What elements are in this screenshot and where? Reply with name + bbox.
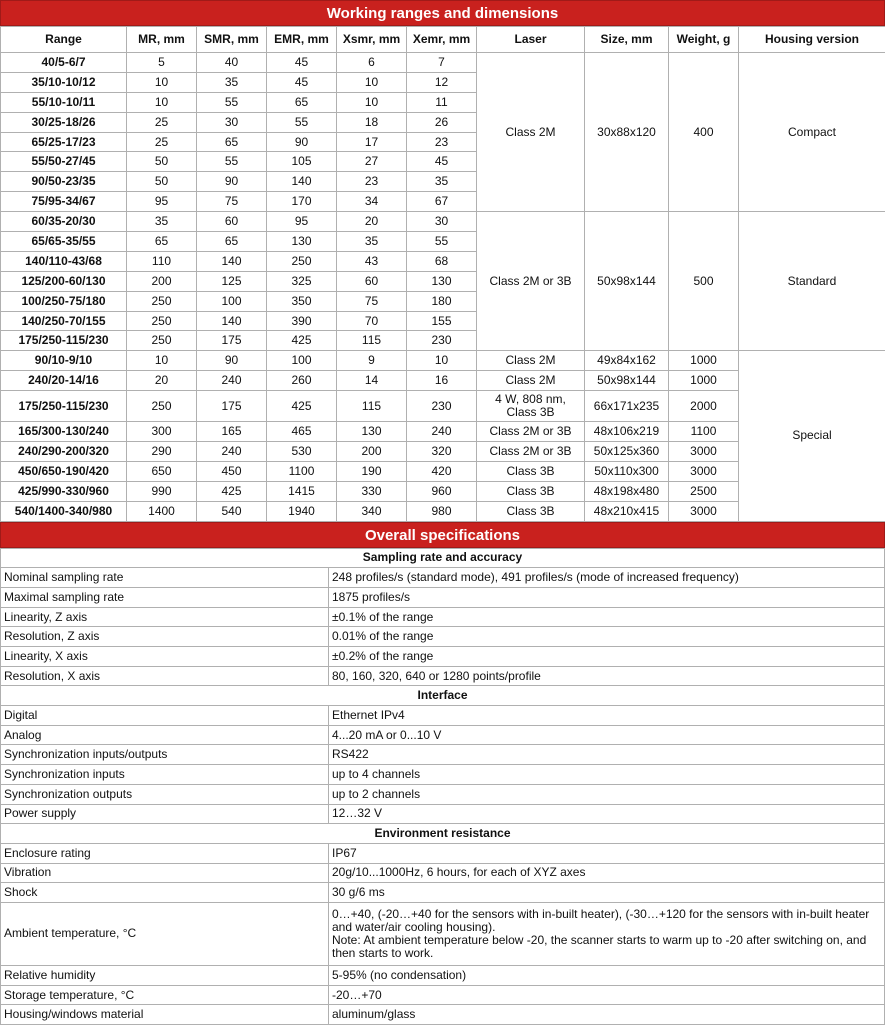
mr-cell: 110	[127, 251, 197, 271]
range-cell: 90/50-23/35	[1, 172, 127, 192]
spec-value: ±0.1% of the range	[329, 607, 885, 627]
spec-value: 1875 profiles/s	[329, 587, 885, 607]
xsmr-cell: 70	[337, 311, 407, 331]
smr-cell: 90	[197, 172, 267, 192]
emr-cell: 45	[267, 72, 337, 92]
spec-value: 30 g/6 ms	[329, 883, 885, 903]
col-housing: Housing version	[739, 27, 885, 53]
xsmr-cell: 75	[337, 291, 407, 311]
spec-row	[1, 765, 885, 785]
xsmr-cell: 130	[337, 422, 407, 442]
xsmr-cell: 18	[337, 112, 407, 132]
emr-cell: 95	[267, 212, 337, 232]
ambient-range-text: 0…+40, (-20…+40 for the sensors with in-built heater), (-30…+120 for the sensors with in-built heater and water/air cooling housing).	[332, 906, 870, 934]
spec-row	[1, 666, 885, 686]
col-emr: EMR, mm	[267, 27, 337, 53]
xemr-cell: 7	[407, 53, 477, 73]
xemr-cell: 320	[407, 442, 477, 462]
spec-label: Enclosure rating	[1, 843, 329, 863]
mr-cell: 95	[127, 192, 197, 212]
spec-value: 80, 160, 320, 640 or 1280 points/profile	[329, 666, 885, 686]
spec-label: Storage temperature, °C	[1, 985, 329, 1005]
smr-cell: 30	[197, 112, 267, 132]
table-row	[1, 212, 885, 232]
spec-row	[1, 1005, 885, 1025]
xsmr-cell: 27	[337, 152, 407, 172]
spec-label: Analog	[1, 725, 329, 745]
smr-cell: 40	[197, 53, 267, 73]
xemr-cell: 960	[407, 481, 477, 501]
xemr-cell: 30	[407, 212, 477, 232]
emr-cell: 1415	[267, 481, 337, 501]
spec-label: Relative humidity	[1, 965, 329, 985]
spec-label: Linearity, Z axis	[1, 607, 329, 627]
spec-label: Housing/windows material	[1, 1005, 329, 1025]
xemr-cell: 130	[407, 271, 477, 291]
xsmr-cell: 10	[337, 92, 407, 112]
smr-cell: 425	[197, 481, 267, 501]
range-cell: 35/10-10/12	[1, 72, 127, 92]
spec-row	[1, 745, 885, 765]
emr-cell: 425	[267, 331, 337, 351]
smr-cell: 35	[197, 72, 267, 92]
smr-cell: 100	[197, 291, 267, 311]
xsmr-cell: 330	[337, 481, 407, 501]
emr-cell: 90	[267, 132, 337, 152]
xsmr-cell: 35	[337, 232, 407, 252]
section-heading-interface: Interface	[1, 686, 885, 706]
range-cell: 125/200-60/130	[1, 271, 127, 291]
smr-cell: 240	[197, 442, 267, 462]
smr-cell: 75	[197, 192, 267, 212]
emr-cell: 170	[267, 192, 337, 212]
spec-row	[1, 804, 885, 824]
col-mr: MR, mm	[127, 27, 197, 53]
spec-value: ±0.2% of the range	[329, 647, 885, 667]
range-cell: 30/25-18/26	[1, 112, 127, 132]
housing-cell: Compact	[739, 53, 885, 212]
spec-label: Ambient temperature, °C	[1, 902, 329, 965]
range-cell: 60/35-20/30	[1, 212, 127, 232]
smr-cell: 65	[197, 132, 267, 152]
range-cell: 40/5-6/7	[1, 53, 127, 73]
range-cell: 450/650-190/420	[1, 461, 127, 481]
weight-cell: 3000	[669, 442, 739, 462]
smr-cell: 140	[197, 311, 267, 331]
spec-label: Digital	[1, 706, 329, 726]
mr-cell: 10	[127, 72, 197, 92]
emr-cell: 530	[267, 442, 337, 462]
smr-cell: 165	[197, 422, 267, 442]
xemr-cell: 10	[407, 351, 477, 371]
smr-cell: 55	[197, 92, 267, 112]
xsmr-cell: 10	[337, 72, 407, 92]
spec-row	[1, 965, 885, 985]
working-ranges-table	[0, 26, 885, 522]
ambient-note-text: Note: At ambient temperature below -20, the scanner starts to warm up to -20 after switching on, and then starts to work.	[332, 932, 867, 960]
spec-label: Synchronization inputs	[1, 765, 329, 785]
laser-cell: 4 W, 808 nm, Class 3B	[477, 391, 585, 422]
size-cell: 48x210x415	[585, 501, 669, 521]
mr-cell: 300	[127, 422, 197, 442]
emr-cell: 325	[267, 271, 337, 291]
spec-row	[1, 902, 885, 965]
xemr-cell: 23	[407, 132, 477, 152]
table-row	[1, 53, 885, 73]
range-cell: 75/95-34/67	[1, 192, 127, 212]
emr-cell: 45	[267, 53, 337, 73]
smr-cell: 65	[197, 232, 267, 252]
mr-cell: 290	[127, 442, 197, 462]
spec-row	[1, 647, 885, 667]
laser-cell: Class 2M or 3B	[477, 212, 585, 351]
emr-cell: 55	[267, 112, 337, 132]
table-row	[1, 351, 885, 371]
spec-label: Shock	[1, 883, 329, 903]
mr-cell: 200	[127, 271, 197, 291]
range-cell: 240/290-200/320	[1, 442, 127, 462]
range-cell: 140/110-43/68	[1, 251, 127, 271]
spec-value: up to 4 channels	[329, 765, 885, 785]
xsmr-cell: 6	[337, 53, 407, 73]
mr-cell: 50	[127, 172, 197, 192]
smr-cell: 60	[197, 212, 267, 232]
laser-cell: Class 2M or 3B	[477, 422, 585, 442]
xemr-cell: 230	[407, 331, 477, 351]
xemr-cell: 67	[407, 192, 477, 212]
col-xsmr: Xsmr, mm	[337, 27, 407, 53]
emr-cell: 1100	[267, 461, 337, 481]
spec-row	[1, 587, 885, 607]
mr-cell: 50	[127, 152, 197, 172]
spec-value: 12…32 V	[329, 804, 885, 824]
laser-cell: Class 2M	[477, 53, 585, 212]
size-cell: 48x198x480	[585, 481, 669, 501]
emr-cell: 350	[267, 291, 337, 311]
xemr-cell: 980	[407, 501, 477, 521]
range-cell: 540/1400-340/980	[1, 501, 127, 521]
spec-label: Linearity, X axis	[1, 647, 329, 667]
spec-value: 248 profiles/s (standard mode), 491 profiles/s (mode of increased frequency)	[329, 568, 885, 588]
xemr-cell: 68	[407, 251, 477, 271]
mr-cell: 20	[127, 371, 197, 391]
laser-cell: Class 2M or 3B	[477, 442, 585, 462]
range-cell: 55/10-10/11	[1, 92, 127, 112]
laser-cell: Class 3B	[477, 501, 585, 521]
size-cell: 50x98x144	[585, 371, 669, 391]
smr-cell: 90	[197, 351, 267, 371]
spec-row	[1, 607, 885, 627]
xemr-cell: 230	[407, 391, 477, 422]
spec-value: 0.01% of the range	[329, 627, 885, 647]
mr-cell: 250	[127, 391, 197, 422]
spec-value: RS422	[329, 745, 885, 765]
xsmr-cell: 115	[337, 331, 407, 351]
table-header-row	[1, 27, 885, 53]
emr-cell: 100	[267, 351, 337, 371]
spec-label: Resolution, Z axis	[1, 627, 329, 647]
mr-cell: 10	[127, 92, 197, 112]
spec-value	[329, 902, 885, 965]
xemr-cell: 420	[407, 461, 477, 481]
weight-cell: 3000	[669, 461, 739, 481]
xemr-cell: 35	[407, 172, 477, 192]
range-cell: 90/10-9/10	[1, 351, 127, 371]
range-cell: 175/250-115/230	[1, 331, 127, 351]
weight-cell: 2000	[669, 391, 739, 422]
mr-cell: 650	[127, 461, 197, 481]
spec-row	[1, 843, 885, 863]
spec-value: aluminum/glass	[329, 1005, 885, 1025]
spec-label: Synchronization inputs/outputs	[1, 745, 329, 765]
section-heading-sampling: Sampling rate and accuracy	[1, 548, 885, 568]
xemr-cell: 11	[407, 92, 477, 112]
emr-cell: 140	[267, 172, 337, 192]
laser-cell: Class 3B	[477, 481, 585, 501]
emr-cell: 390	[267, 311, 337, 331]
range-cell: 240/20-14/16	[1, 371, 127, 391]
emr-cell: 465	[267, 422, 337, 442]
spec-value: IP67	[329, 843, 885, 863]
mr-cell: 250	[127, 331, 197, 351]
xemr-cell: 240	[407, 422, 477, 442]
smr-cell: 175	[197, 331, 267, 351]
spec-value: -20…+70	[329, 985, 885, 1005]
spec-row	[1, 883, 885, 903]
mr-cell: 25	[127, 112, 197, 132]
weight-cell: 1100	[669, 422, 739, 442]
range-cell: 65/65-35/55	[1, 232, 127, 252]
emr-cell: 65	[267, 92, 337, 112]
mr-cell: 65	[127, 232, 197, 252]
range-cell: 175/250-115/230	[1, 391, 127, 422]
xsmr-cell: 34	[337, 192, 407, 212]
mr-cell: 25	[127, 132, 197, 152]
xsmr-cell: 340	[337, 501, 407, 521]
xsmr-cell: 9	[337, 351, 407, 371]
xsmr-cell: 23	[337, 172, 407, 192]
emr-cell: 105	[267, 152, 337, 172]
range-cell: 140/250-70/155	[1, 311, 127, 331]
spec-label: Synchronization outputs	[1, 784, 329, 804]
spec-value: 4...20 mA or 0...10 V	[329, 725, 885, 745]
overall-specs-title: Overall specifications	[0, 522, 885, 548]
mr-cell: 250	[127, 291, 197, 311]
weight-cell: 2500	[669, 481, 739, 501]
weight-cell: 3000	[669, 501, 739, 521]
laser-cell: Class 2M	[477, 371, 585, 391]
xemr-cell: 155	[407, 311, 477, 331]
smr-cell: 175	[197, 391, 267, 422]
spec-row	[1, 863, 885, 883]
spec-row	[1, 627, 885, 647]
spec-label: Vibration	[1, 863, 329, 883]
xsmr-cell: 60	[337, 271, 407, 291]
col-xemr: Xemr, mm	[407, 27, 477, 53]
housing-cell: Special	[739, 351, 885, 521]
weight-cell: 500	[669, 212, 739, 351]
range-cell: 55/50-27/45	[1, 152, 127, 172]
xsmr-cell: 200	[337, 442, 407, 462]
smr-cell: 240	[197, 371, 267, 391]
xemr-cell: 12	[407, 72, 477, 92]
xemr-cell: 26	[407, 112, 477, 132]
xemr-cell: 16	[407, 371, 477, 391]
spec-label: Power supply	[1, 804, 329, 824]
overall-specs-table	[0, 548, 885, 1025]
xsmr-cell: 17	[337, 132, 407, 152]
size-cell: 50x98x144	[585, 212, 669, 351]
weight-cell: 400	[669, 53, 739, 212]
emr-cell: 1940	[267, 501, 337, 521]
working-ranges-title: Working ranges and dimensions	[0, 0, 885, 26]
size-cell: 50x110x300	[585, 461, 669, 481]
mr-cell: 1400	[127, 501, 197, 521]
spec-label: Nominal sampling rate	[1, 568, 329, 588]
emr-cell: 250	[267, 251, 337, 271]
mr-cell: 250	[127, 311, 197, 331]
col-smr: SMR, mm	[197, 27, 267, 53]
spec-row	[1, 985, 885, 1005]
size-cell: 49x84x162	[585, 351, 669, 371]
emr-cell: 425	[267, 391, 337, 422]
laser-cell: Class 3B	[477, 461, 585, 481]
size-cell: 66x171x235	[585, 391, 669, 422]
smr-cell: 55	[197, 152, 267, 172]
smr-cell: 140	[197, 251, 267, 271]
smr-cell: 540	[197, 501, 267, 521]
range-cell: 65/25-17/23	[1, 132, 127, 152]
xsmr-cell: 14	[337, 371, 407, 391]
xsmr-cell: 43	[337, 251, 407, 271]
mr-cell: 10	[127, 351, 197, 371]
col-size: Size, mm	[585, 27, 669, 53]
range-cell: 100/250-75/180	[1, 291, 127, 311]
range-cell: 165/300-130/240	[1, 422, 127, 442]
smr-cell: 450	[197, 461, 267, 481]
xemr-cell: 45	[407, 152, 477, 172]
col-laser: Laser	[477, 27, 585, 53]
size-cell: 30x88x120	[585, 53, 669, 212]
spec-label: Maximal sampling rate	[1, 587, 329, 607]
emr-cell: 130	[267, 232, 337, 252]
spec-row	[1, 706, 885, 726]
section-heading-environment: Environment resistance	[1, 824, 885, 844]
spec-value: 20g/10...1000Hz, 6 hours, for each of XYZ axes	[329, 863, 885, 883]
col-range: Range	[1, 27, 127, 53]
size-cell: 50x125x360	[585, 442, 669, 462]
mr-cell: 5	[127, 53, 197, 73]
weight-cell: 1000	[669, 371, 739, 391]
spec-row	[1, 784, 885, 804]
mr-cell: 990	[127, 481, 197, 501]
size-cell: 48x106x219	[585, 422, 669, 442]
emr-cell: 260	[267, 371, 337, 391]
weight-cell: 1000	[669, 351, 739, 371]
spec-value: up to 2 channels	[329, 784, 885, 804]
xemr-cell: 180	[407, 291, 477, 311]
xsmr-cell: 115	[337, 391, 407, 422]
housing-cell: Standard	[739, 212, 885, 351]
xemr-cell: 55	[407, 232, 477, 252]
col-weight: Weight, g	[669, 27, 739, 53]
spec-label: Resolution, X axis	[1, 666, 329, 686]
spec-row	[1, 568, 885, 588]
xsmr-cell: 190	[337, 461, 407, 481]
smr-cell: 125	[197, 271, 267, 291]
laser-cell: Class 2M	[477, 351, 585, 371]
spec-value: 5-95% (no condensation)	[329, 965, 885, 985]
xsmr-cell: 20	[337, 212, 407, 232]
spec-value: Ethernet IPv4	[329, 706, 885, 726]
spec-row	[1, 725, 885, 745]
mr-cell: 35	[127, 212, 197, 232]
range-cell: 425/990-330/960	[1, 481, 127, 501]
